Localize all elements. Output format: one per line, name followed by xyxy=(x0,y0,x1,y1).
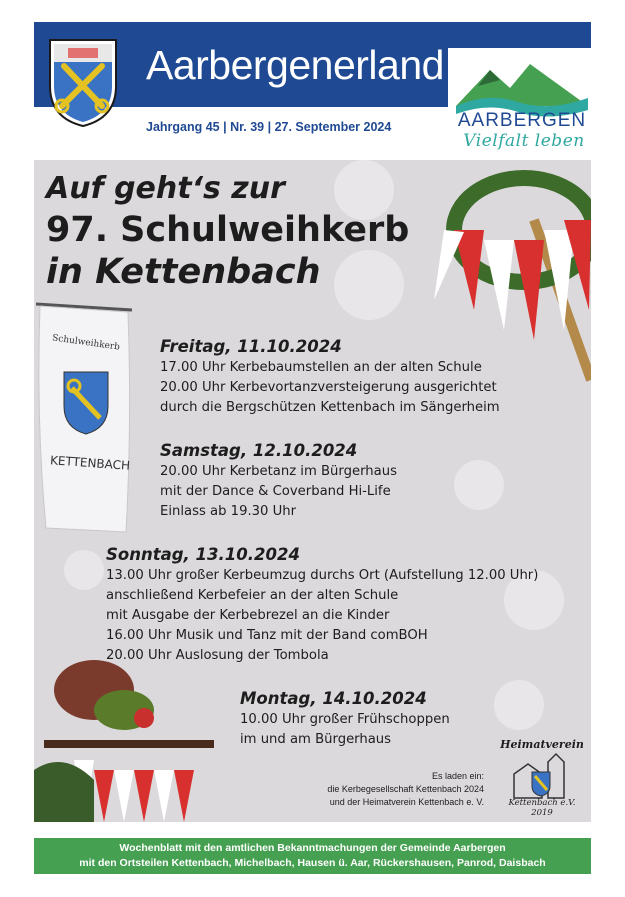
festival-decoration-icon xyxy=(34,650,234,822)
schedule-line: 20.00 Uhr Kerbevortanzversteigerung ausgerichtet xyxy=(160,380,497,395)
headline-line: in Kettenbach xyxy=(46,252,321,292)
newspaper-title: Aarbergenerland xyxy=(146,42,444,88)
footer-line: mit den Ortsteilen Kettenbach, Michelbach, Hausen ü. Aar, Rückershausen, Panrod, Daisbach xyxy=(79,857,546,869)
bokeh-light xyxy=(64,550,104,590)
schedule-line: im und am Bürgerhaus xyxy=(240,732,392,747)
day-title: Samstag, 12.10.2024 xyxy=(160,441,358,460)
schedule-line: Einlass ab 19.30 Uhr xyxy=(160,504,297,519)
flag-bottom-text: KETTENBACH xyxy=(49,453,131,473)
schedule-line: 13.00 Uhr großer Kerbeumzug durchs Ort (Aufstellung 12.00 Uhr) xyxy=(106,568,539,583)
logo-name: AARBERGEN xyxy=(457,110,587,131)
schedule-day-monday xyxy=(240,688,450,750)
headline-line: 97. Schulweihkerb xyxy=(46,210,410,250)
schedule-day-sunday xyxy=(106,544,538,666)
heimatverein-name: Kettenbach e.V. xyxy=(508,798,576,808)
schedule-line: mit Ausgabe der Kerbebrezel an die Kinder xyxy=(106,608,390,623)
invite-line: Es laden ein: xyxy=(431,771,484,781)
heimatverein-subtitle xyxy=(496,798,588,818)
day-title: Montag, 14.10.2024 xyxy=(240,689,427,708)
logo-slogan: Vielfalt leben xyxy=(463,131,585,151)
heimatverein-title: Heimatverein xyxy=(500,738,584,751)
issue-info: Jahrgang 45 | Nr. 39 | 27. September 2024 xyxy=(146,120,392,134)
schedule-line: 17.00 Uhr Kerbebaumstellen an der alten Schule xyxy=(160,360,482,375)
bokeh-light xyxy=(494,680,544,730)
poster-headline xyxy=(46,170,409,292)
day-title: Sonntag, 13.10.2024 xyxy=(106,545,300,564)
heimatverein-year: 2019 xyxy=(531,808,553,818)
invite-line: und der Heimatverein Kettenbach e. V. xyxy=(329,797,484,807)
schedule-day-saturday xyxy=(160,440,397,522)
headline-line: Auf geht‘s zur xyxy=(46,171,285,206)
schedule-day-friday xyxy=(160,336,500,418)
footer-line: Wochenblatt mit den amtlichen Bekanntmachungen der Gemeinde Aarbergen xyxy=(119,842,506,854)
bokeh-light xyxy=(454,460,504,510)
footer-bar xyxy=(34,838,591,874)
event-poster xyxy=(34,160,591,822)
schedule-line: 20.00 Uhr Auslosung der Tombola xyxy=(106,648,329,663)
schedule-line: 10.00 Uhr großer Frühschoppen xyxy=(240,712,450,727)
schedule-line: durch die Bergschützen Kettenbach im Sängerheim xyxy=(160,400,500,415)
coat-of-arms-icon xyxy=(44,36,122,128)
schedule-line: mit der Dance & Coverband Hi-Life xyxy=(160,484,391,499)
invitation-note xyxy=(294,770,484,809)
day-title: Freitag, 11.10.2024 xyxy=(160,337,342,356)
schedule-line: 20.00 Uhr Kerbetanz im Bürgerhaus xyxy=(160,464,397,479)
schedule-line: 16.00 Uhr Musik und Tanz mit der Band comBOH xyxy=(106,628,428,643)
invite-line: die Kerbegesellschaft Kettenbach 2024 xyxy=(327,784,484,794)
flag-top-text: Schulweihkerb xyxy=(51,333,121,353)
schedule-line: anschließend Kerbefeier an der alten Schule xyxy=(106,588,399,603)
